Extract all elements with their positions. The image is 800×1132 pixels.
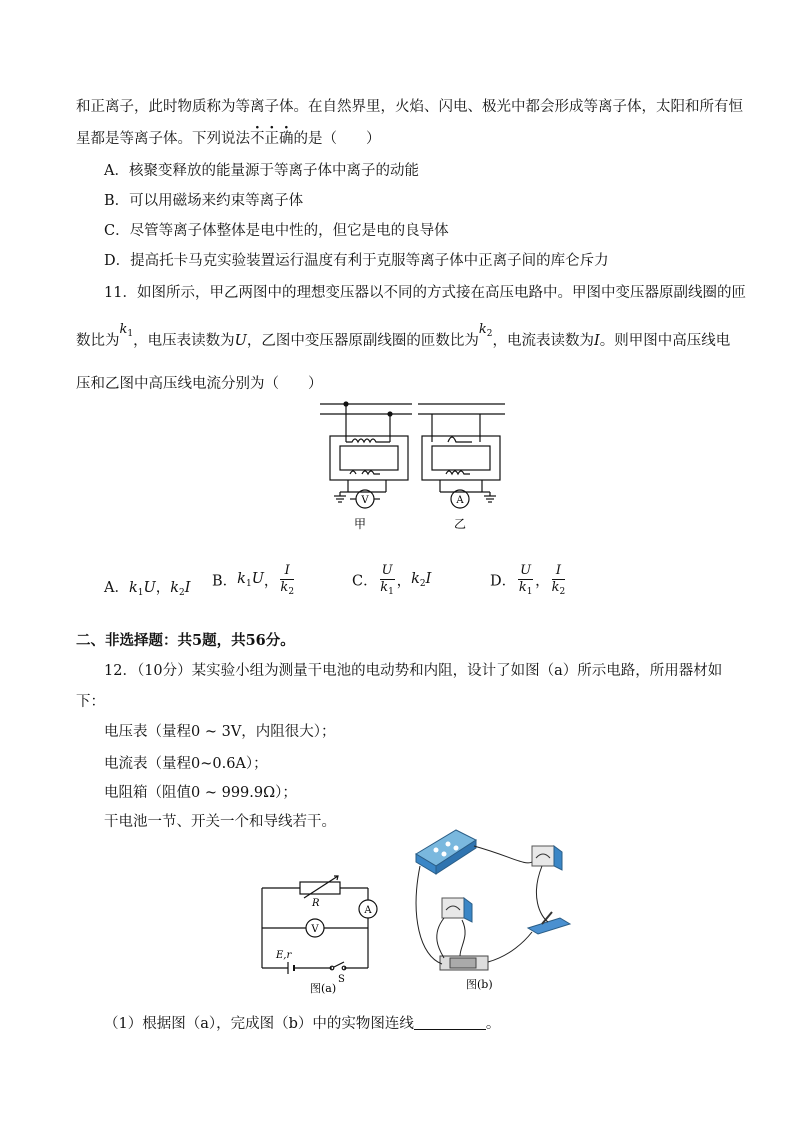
physical-setup-b xyxy=(400,826,590,998)
q11-line-1: 11．如图所示，甲乙两图中的理想变压器以不同的方式接在高压电路中。甲图中变压器原副线圈的匝 xyxy=(104,285,746,301)
ammeter-label: A xyxy=(456,495,464,506)
knife-switch-icon xyxy=(528,912,570,934)
q10-option-a: A．核聚变释放的能量源于等离子体中离子的动能 xyxy=(104,163,419,179)
q12-sub-1: （1）根据图（a），完成图（b）中的实物图连线 。 xyxy=(104,1016,501,1032)
q11-option-d: D． $\frac{U}{k_1}$ ， $\frac{I}{k_2}$ xyxy=(490,563,566,597)
fig-b-caption: 图(b) xyxy=(466,978,493,991)
switch-label: S xyxy=(338,974,345,985)
q11-line-2: 数比为$k_1$，电压表读数为U，乙图中变压器原副线圈的匝数比为$k_2$，电流表读数为I。则甲图中高压线电 xyxy=(76,322,731,349)
emph-char-3: 确 xyxy=(279,131,294,147)
emph-char-1: 不 xyxy=(250,131,265,147)
resistor-label: R xyxy=(312,898,320,909)
fig-label-jia: 甲 xyxy=(353,517,367,531)
answer-blank[interactable] xyxy=(414,1015,486,1030)
q10-option-b: B．可以用磁场来约束等离子体 xyxy=(104,193,304,209)
ammeter-device-icon xyxy=(532,846,562,870)
battery-label: E,r xyxy=(276,950,292,961)
resistance-box-icon xyxy=(416,830,476,874)
q12-line-1: 12．（10分）某实验小组为测量干电池的电动势和内阻，设计了如图（a）所示电路，所用器材如 xyxy=(104,663,723,679)
intro-line-1: 和正离子，此时物质称为等离子体。在自然界里，火焰、闪电、极光中都会形成等离子体，太阳和所有恒 xyxy=(76,99,743,115)
ammeter-a-label: A xyxy=(364,905,372,916)
circuit-diagram-a xyxy=(252,872,382,998)
intro-line-2-pre: 星都是等离子体。下列说法 xyxy=(76,131,250,147)
intro-line-2 xyxy=(76,129,381,149)
q12-line-2: 下： xyxy=(76,694,105,710)
fig-a-caption: 图(a) xyxy=(310,982,337,995)
q12-ammeter: 电流表（量程0~0.6A）； xyxy=(104,756,268,772)
q12-battery: 干电池一节、开关一个和导线若干。 xyxy=(104,814,336,830)
intro-line-2-post: 的是（ ） xyxy=(293,131,381,147)
section-2-heading: 二、非选择题：共5题，共56分。 xyxy=(76,632,295,649)
q11-line-3: 压和乙图中高压线电流分别为（ ） xyxy=(76,376,323,392)
q12-resbox: 电阻箱（阻值0 ~ 999.9Ω）； xyxy=(104,785,297,801)
voltmeter-a-label: V xyxy=(311,924,319,935)
voltmeter-device-icon xyxy=(442,898,472,922)
fig-label-yi: 乙 xyxy=(453,517,467,531)
emph-char-2: 正 xyxy=(264,131,279,147)
q10-option-c: C．尽管等离子体整体是电中性的，但它是电的良导体 xyxy=(104,223,449,239)
voltmeter-label: V xyxy=(361,495,369,506)
q10-option-d: D．提高托卡马克实验装置运行温度有利于克服等离子体中正离子间的库仑斥力 xyxy=(104,253,609,269)
q11-option-b: B．$k_1U$， $\frac{I}{k_2}$ xyxy=(212,563,295,597)
transformer-figure xyxy=(310,396,510,536)
q11-option-c: C． $\frac{U}{k_1}$ ，$k_2I$ xyxy=(352,563,432,597)
q11-option-a: A．$k_1U$，$k_2I$ xyxy=(104,580,191,598)
battery-holder-icon xyxy=(440,956,488,970)
q12-voltmeter: 电压表（量程0 ~ 3V，内阻很大）； xyxy=(104,724,336,740)
